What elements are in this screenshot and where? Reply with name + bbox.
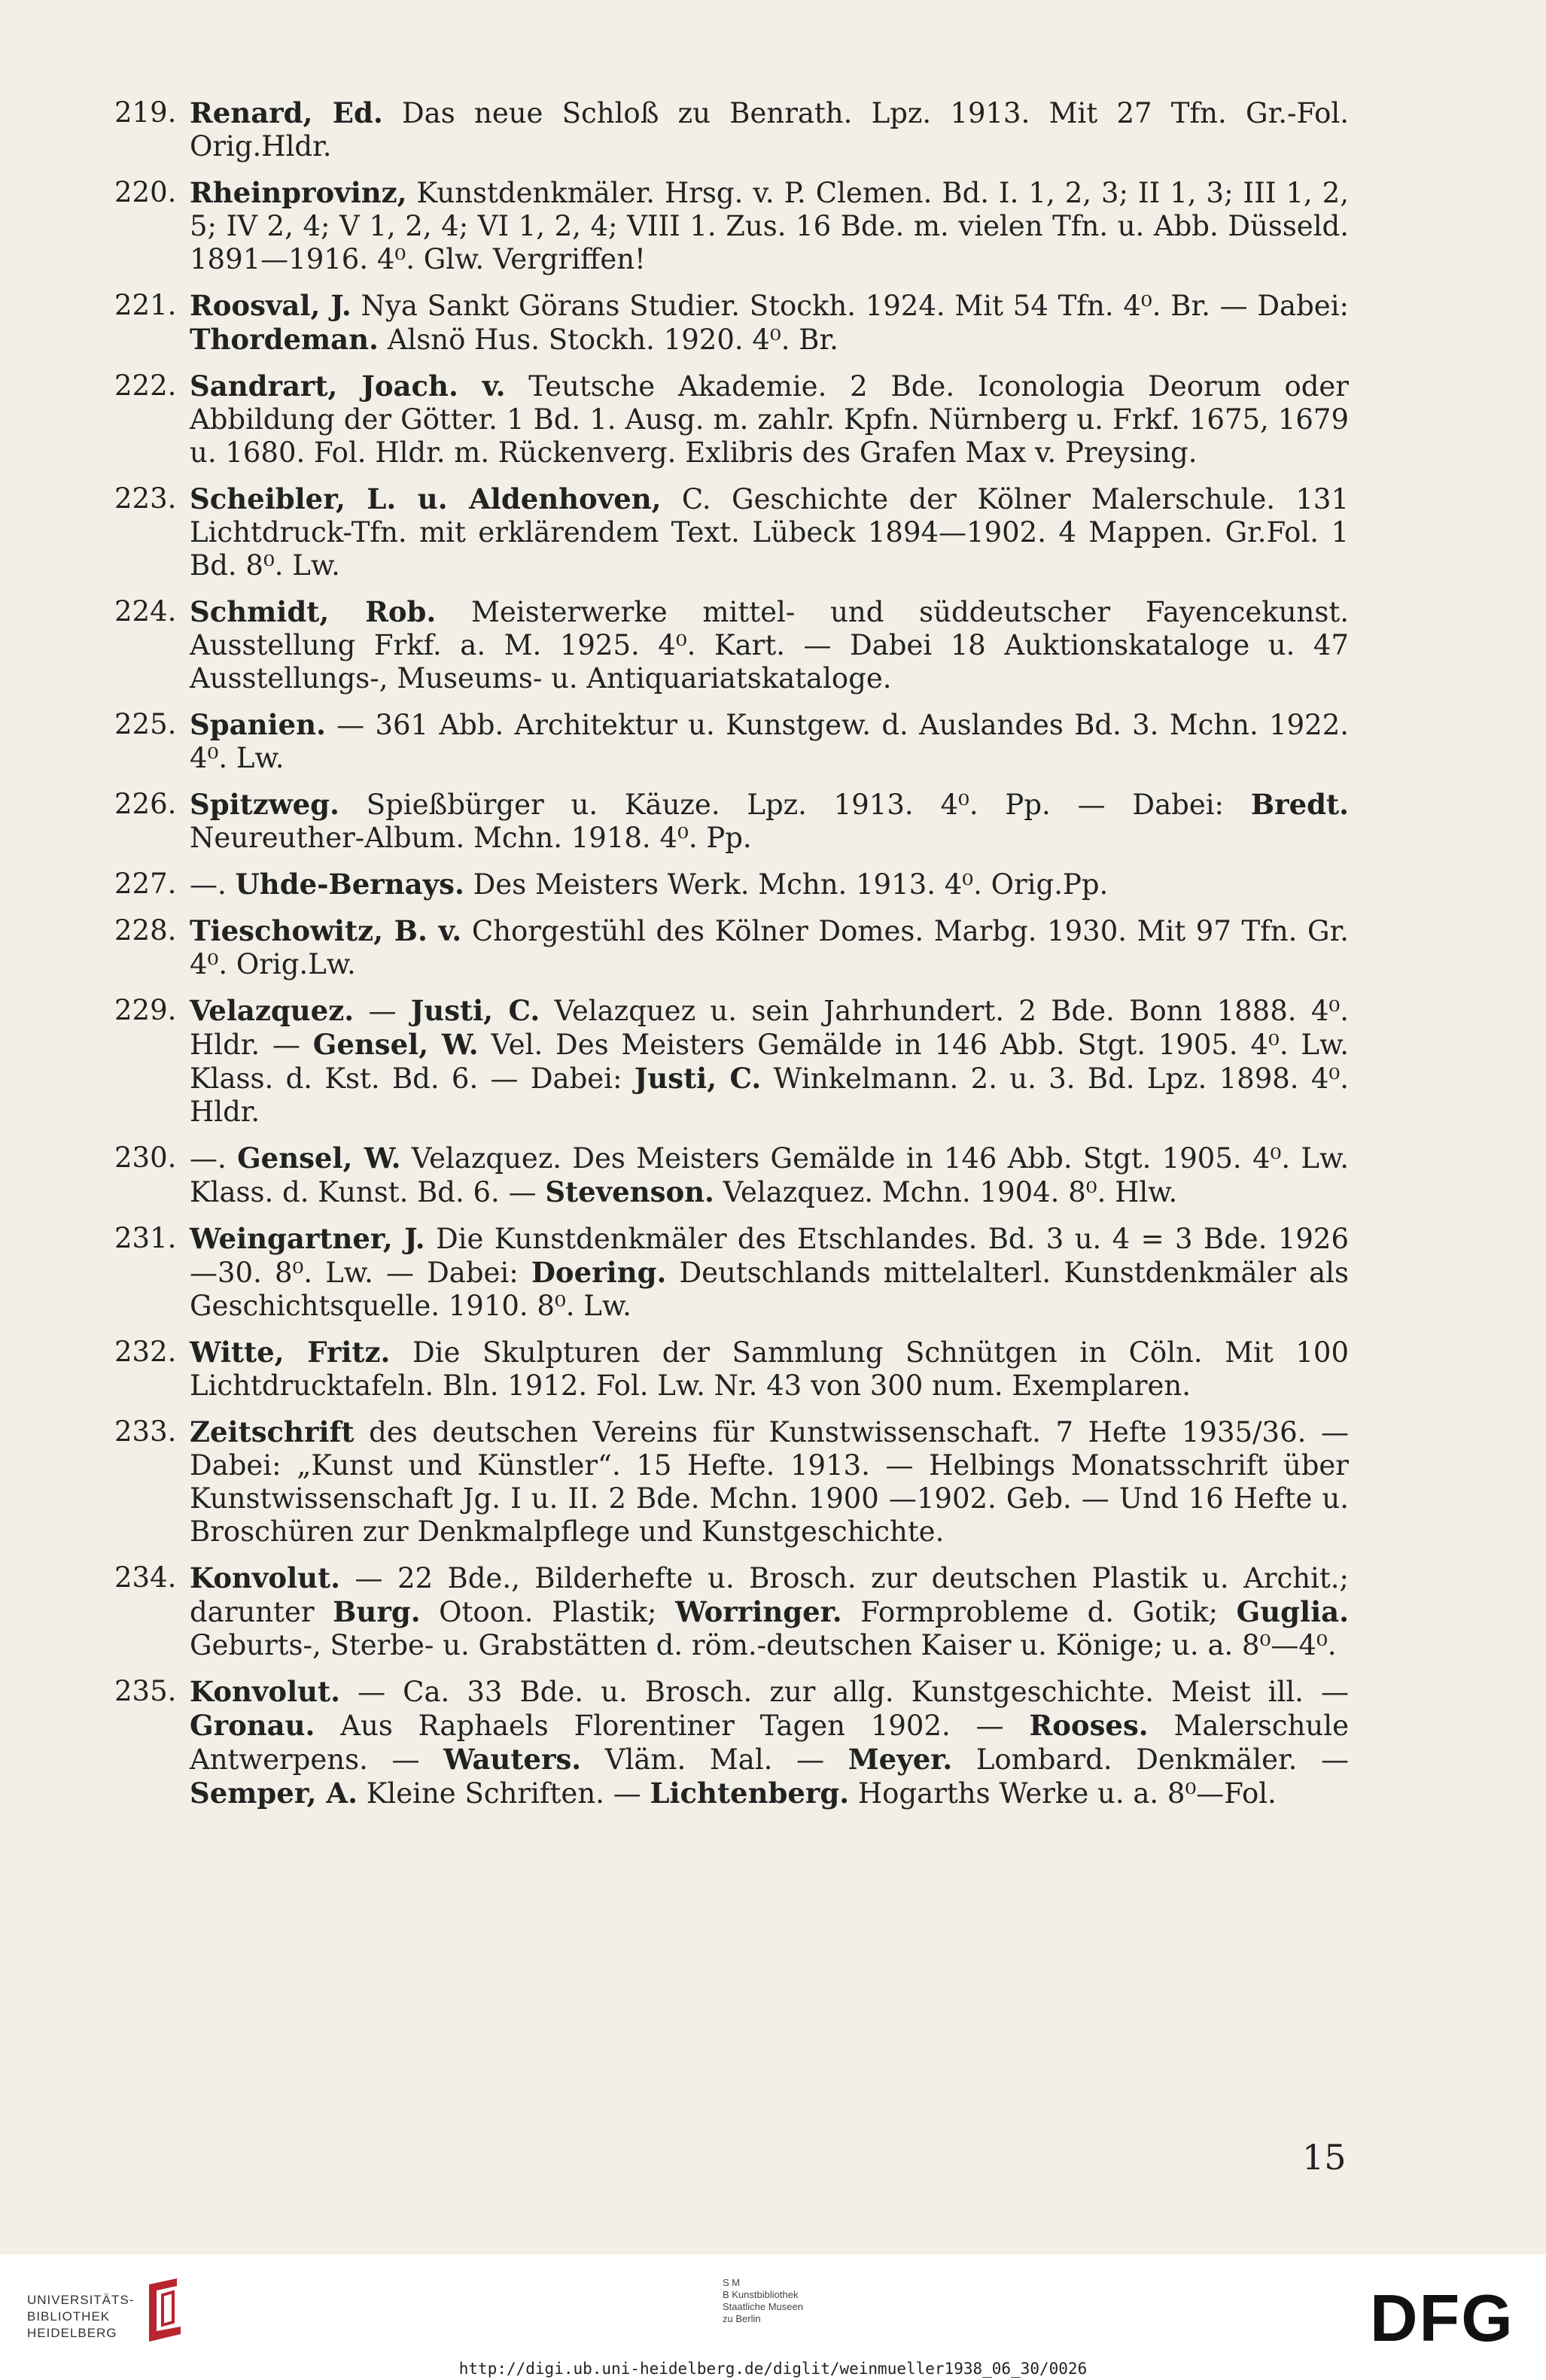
entry-text: Geburts-, Sterbe- u. Grabstätten d. röm.-deutschen Kaiser u. Könige; u. a. 8⁰—4⁰. (190, 1629, 1337, 1661)
entry-text: —. (190, 1142, 238, 1175)
entry-text: Spießbürger u. Käuze. Lpz. 1913. 4⁰. Pp. — Dabei: (339, 789, 1251, 821)
entry-number: 222. (114, 369, 177, 402)
entry-text: Die Skulpturen der Sammlung Schnütgen in Cöln. Mit 100 Lichtdrucktafeln. Bln. 1912. Fol. Lw. Nr. 43 von 300 num. Exemplaren. (190, 1336, 1350, 1402)
entry-author: Bredt. (1250, 788, 1349, 821)
entry-number: 229. (114, 994, 177, 1026)
entry-text: Velazquez. Mchn. 1904. 8⁰. Hlw. (714, 1176, 1178, 1208)
entry-text: — 22 Bde., Bilderhefte u. Brosch. zur deutschen Plastik u. Archit.; darunter (190, 1562, 1349, 1628)
entry-author: Doering. (531, 1256, 667, 1289)
entry-author: Stevenson. (545, 1175, 714, 1208)
entry-text: Lombard. Denkmäler. — (952, 1743, 1349, 1776)
entry-text: Malerschule Antwerpens. — (190, 1710, 1349, 1776)
entry-number: 219. (114, 96, 177, 129)
entry-number: 220. (114, 176, 177, 208)
catalog-entry (114, 1415, 1349, 1549)
entry-number: 234. (114, 1561, 177, 1594)
entry-number: 225. (114, 708, 177, 740)
catalog-entry (114, 788, 1349, 855)
library-line: BIBLIOTHEK (27, 2309, 111, 2324)
digitization-footer (0, 2254, 1546, 2380)
entry-author: Lichtenberg. (650, 1777, 850, 1810)
smb-kunstbibliothek-logo[interactable] (723, 2277, 820, 2325)
entry-text: Chorgestühl des Kölner Domes. Marbg. 1930. Mit 97 Tfn. Gr. 4⁰. Orig.Lw. (190, 915, 1349, 980)
entry-author: Roosval, J. (190, 289, 352, 322)
entry-text: Deutschlands mittelalterl. Kunstdenkmäler als Geschichtsquelle. 1910. 8⁰. Lw. (190, 1257, 1350, 1322)
entry-author: Guglia. (1236, 1595, 1350, 1628)
entry-author: Rooses. (1029, 1709, 1149, 1742)
heidelberg-library-mark-icon (143, 2277, 188, 2345)
entry-author: Spanien. (190, 708, 326, 741)
entry-text: Otoon. Plastik; (420, 1596, 676, 1628)
entry-author: Uhde-Bernays. (235, 868, 464, 901)
entry-author: Worringer. (675, 1595, 842, 1628)
entry-number: 223. (114, 482, 177, 515)
entry-text: Vel. Des Meisters Gemälde in 146 Abb. Stgt. 1905. 4⁰. Lw. Klass. d. Kst. Bd. 6. — Dabei: (190, 1029, 1349, 1095)
smb-line: B Kunstbibliothek (723, 2289, 799, 2300)
entry-text: des deutschen Vereins für Kunstwissenschaft. 7 Hefte 1935/36. — Dabei: „Kunst und Künstler“. 15 Hefte. 1913. — Helbings Monatsschrift über Kunstwissenschaft Jg. I u. II. 2 Bde. Mchn. 1900 —1902. Geb. — Und 16 Hefte u. Broschüren zur Denkmalpflege und Kunstgeschichte. (190, 1416, 1349, 1548)
catalog-entry (114, 994, 1349, 1129)
entry-text: Velazquez. Des Meisters Gemälde in 146 Abb. Stgt. 1905. 4⁰. Lw. Klass. d. Kunst. Bd. 6. — (190, 1142, 1349, 1208)
smb-line: S M (723, 2277, 741, 2288)
catalog-entry (114, 595, 1349, 695)
entry-text: —. (190, 868, 236, 901)
entry-author: Wauters. (443, 1743, 582, 1776)
entry-author: Weingartner, J. (190, 1222, 425, 1255)
entry-author: Rheinprovinz, (190, 176, 407, 209)
library-line: HEIDELBERG (27, 2326, 117, 2340)
catalog-entry (114, 369, 1349, 470)
entry-text: Vläm. Mal. — (581, 1743, 848, 1776)
entry-text: Hogarths Werke u. a. 8⁰—Fol. (849, 1777, 1277, 1810)
page-number: 15 (1302, 2137, 1347, 2178)
catalog-entry (114, 1561, 1349, 1662)
smb-line: zu Berlin (723, 2313, 761, 2324)
entry-text: Kleine Schriften. — (357, 1777, 650, 1810)
entry-number: 224. (114, 595, 177, 628)
source-url-link[interactable]: http://digi.ub.uni-heidelberg.de/diglit/weinmueller1938_06_30/0026 (458, 2360, 1088, 2378)
entry-author: Meyer. (848, 1743, 953, 1776)
catalog-entry (114, 482, 1349, 582)
dfg-logo[interactable]: DFG (1370, 2281, 1514, 2355)
entry-author: Thordeman. (190, 323, 379, 356)
entry-text: Alsnö Hus. Stockh. 1920. 4⁰. Br. (378, 324, 838, 356)
catalog-entry (114, 914, 1349, 981)
entry-text: Die Kunstdenkmäler des Etschlandes. Bd. 3 u. 4 = 3 Bde. 1926—30. 8⁰. Lw. — Dabei: (190, 1223, 1350, 1289)
entry-text: — 361 Abb. Architektur u. Kunstgew. d. Auslandes Bd. 3. Mchn. 1922. 4⁰. Lw. (190, 709, 1349, 774)
entry-text: Neureuther-Album. Mchn. 1918. 4⁰. Pp. (190, 822, 752, 854)
entry-number: 235. (114, 1675, 177, 1707)
library-line: UNIVERSITÄTS- (27, 2293, 135, 2307)
catalog-entry (114, 868, 1349, 901)
entry-number: 221. (114, 289, 177, 321)
entry-text: — Ca. 33 Bde. u. Brosch. zur allg. Kunstgeschichte. Meist ill. — (340, 1676, 1349, 1708)
entry-author: Zeitschrift (190, 1415, 355, 1448)
entry-author: Justi, C. (634, 1062, 762, 1095)
entry-list (114, 96, 1349, 1823)
entry-number: 232. (114, 1336, 177, 1368)
entry-author: Burg. (333, 1595, 421, 1628)
entry-number: 233. (114, 1415, 177, 1448)
entry-text: Meisterwerke mittel- und süddeutscher Fayencekunst. Ausstellung Frkf. a. M. 1925. 4⁰. Kart. — Dabei 18 Auktionskataloge u. 47 Ausstellungs-, Museums- u. Antiquariatskataloge. (190, 596, 1349, 695)
entry-text: Des Meisters Werk. Mchn. 1913. 4⁰. Orig.Pp. (464, 868, 1109, 901)
catalog-entry (114, 1141, 1349, 1209)
entry-text: Kunstdenkmäler. Hrsg. v. P. Clemen. Bd. I. 1, 2, 3; II 1, 3; III 1, 2, 5; IV 2, 4; V 1, 2, 4; VI 1, 2, 4; VIII 1. Zus. 16 Bde. m. vielen Tfn. u. Abb. Düsseld. 1891—1916. 4⁰. Glw. Vergriffen! (190, 177, 1349, 275)
entry-text: Winkelmann. 2. u. 3. Bd. Lpz. 1898. 4⁰. Hldr. (190, 1062, 1350, 1128)
smb-line: Staatliche Museen (723, 2301, 803, 2312)
catalog-entry (114, 289, 1349, 357)
catalog-entry (114, 1675, 1349, 1810)
entry-author: Scheibler, L. u. Aldenhoven, (190, 482, 662, 515)
entry-number: 230. (114, 1141, 177, 1174)
entry-text: Velazquez u. sein Jahrhundert. 2 Bde. Bonn 1888. 4⁰. Hldr. — (190, 995, 1349, 1061)
entry-author: Renard, Ed. (190, 96, 383, 129)
entry-text: Nya Sankt Görans Studier. Stockh. 1924. Mit 54 Tfn. 4⁰. Br. — Dabei: (351, 290, 1350, 322)
entry-author: Gronau. (190, 1709, 315, 1742)
entry-text: C. Geschichte der Kölner Malerschule. 131 Lichtdruck-Tfn. mit erklärendem Text. Lübeck 1894—1902. 4 Mappen. Gr.Fol. 1 Bd. 8⁰. Lw. (190, 483, 1349, 582)
entry-author: Velazquez. (190, 994, 355, 1027)
entry-author: Schmidt, Rob. (190, 595, 437, 628)
catalog-entry (114, 1336, 1349, 1403)
entry-number: 228. (114, 914, 177, 947)
entry-text: Das neue Schloß zu Benrath. Lpz. 1913. Mit 27 Tfn. Gr.-Fol. Orig.Hldr. (190, 97, 1349, 163)
entry-text: Aus Raphaels Florentiner Tagen 1902. — (315, 1710, 1030, 1742)
entry-text: — (354, 995, 411, 1027)
entry-author: Gensel, W. (312, 1028, 479, 1061)
entry-text: Teutsche Akademie. 2 Bde. Iconologia Deorum oder Abbildung der Götter. 1 Bd. 1. Ausg. m. zahlr. Kpfn. Nürnberg u. Frkf. 1675, 1679 u. 1680. Fol. Hldr. m. Rückenverg. Exlibris des Grafen Max v. Preysing. (190, 370, 1349, 469)
catalog-entry (114, 176, 1349, 276)
entry-author: Spitzweg. (190, 788, 339, 821)
entry-number: 231. (114, 1222, 177, 1254)
entry-author: Witte, Fritz. (190, 1336, 391, 1369)
entry-author: Justi, C. (410, 994, 540, 1027)
catalog-entry (114, 96, 1349, 163)
entry-author: Konvolut. (190, 1675, 341, 1708)
catalog-entry (114, 1222, 1349, 1323)
entry-text: Formprobleme d. Gotik; (841, 1596, 1237, 1628)
catalog-entry (114, 708, 1349, 775)
entry-author: Sandrart, Joach. v. (190, 369, 506, 403)
entry-number: 227. (114, 868, 177, 900)
heidelberg-library-logo[interactable] (27, 2292, 134, 2342)
entry-author: Gensel, W. (237, 1141, 401, 1175)
entry-author: Tieschowitz, B. v. (190, 914, 462, 947)
entry-author: Konvolut. (190, 1561, 341, 1594)
entry-author: Semper, A. (190, 1777, 358, 1810)
entry-number: 226. (114, 788, 177, 820)
